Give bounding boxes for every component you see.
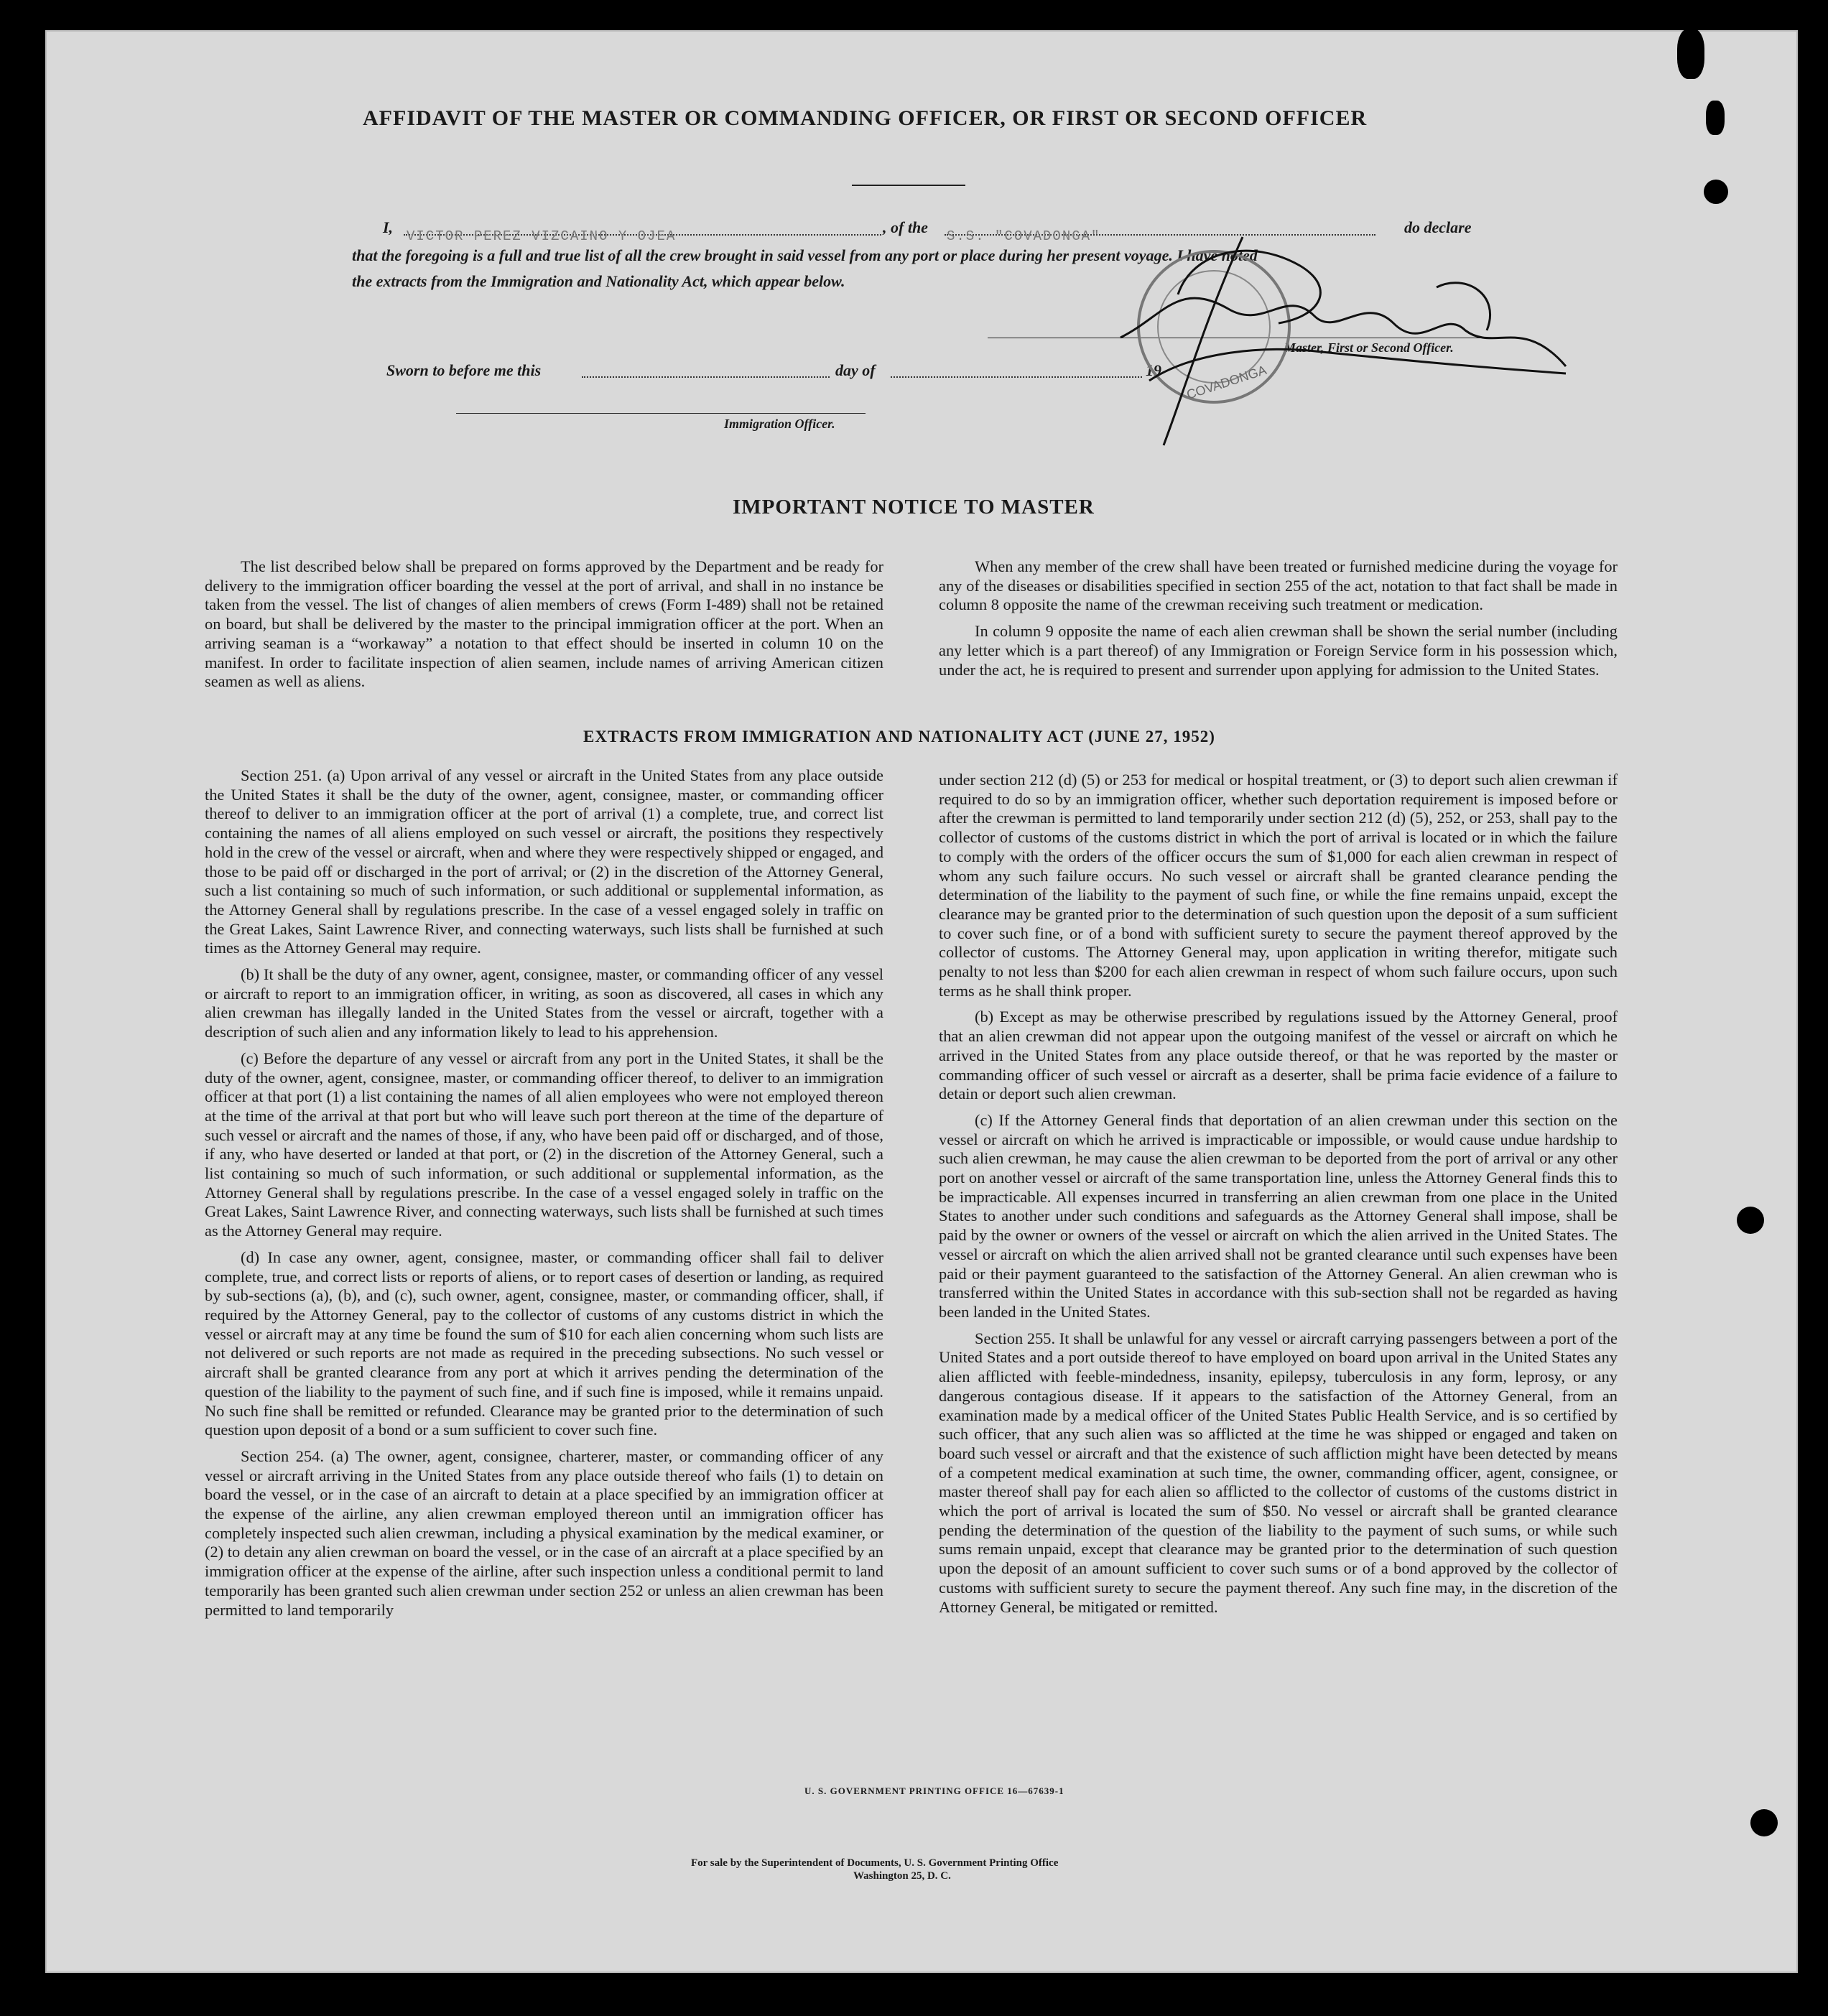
signature-and-stamp — [1063, 208, 1580, 452]
notice-right-column — [939, 557, 1618, 687]
punch-hole — [1704, 180, 1728, 204]
extracts-title: EXTRACTS FROM IMMIGRATION AND NATIONALITY ACT (JUNE 27, 1952) — [583, 728, 1215, 745]
gpo-imprint: U. S. GOVERNMENT PRINTING OFFICE 16—67639-1 — [804, 1785, 1064, 1796]
handwritten-signature — [1121, 237, 1566, 445]
extracts-left-column — [205, 766, 883, 1627]
notice-paragraph: In column 9 opposite the name of each alien crewman shall be shown the serial number (including any letter which is a part thereof) of any Immigration or Foreign Service form in his possession which, under the act, he is required to present and surrender upon applying for admission to the United States. — [939, 622, 1618, 679]
vessel-name-value: S.S. "COVADONGA" — [947, 228, 1101, 244]
act-section-paragraph: (c) If the Attorney General finds that deportation of an alien crewman under this section on the vessel or aircraft on which he arrived is impracticable or impossible, or would cause undue hardship to such alien crewman, he may cause the alien crewman to be deported from the port of arrival or any other port on another vessel or aircraft of the same transportation line, unless the Attorney General finds this to be impracticable. All expenses incurred in transferring an alien crewman from one place in the United States to another under such conditions and safeguards as the Attorney General shall impose, shall be paid by the owner or owners of the vessel or aircraft on which the alien arrived in the United States. The vessel or aircraft on which the alien arrived shall not be granted clearance until such expenses have been paid or their payment guaranteed to the satisfaction of the Attorney General. An alien crewman who is transferred within the United States in accordance with this sub-section shall not be regarded as having been landed in the United States. — [939, 1110, 1618, 1321]
declaration-line-3: the extracts from the Immigration and Nationality Act, which appear below. — [352, 272, 845, 290]
i-label: I, — [383, 218, 394, 236]
of-the-label: , of the — [883, 218, 928, 236]
declaration-line-2: that the foregoing is a full and true list of all the crew brought in said vessel from any port or place during her present voyage. I have noted — [352, 246, 1258, 264]
notice-paragraph: When any member of the crew shall have been treated or furnished medicine during the voyage for any of the diseases or disabilities specified in section 255 of the act, notation to that fact shall be made in column 8 opposite the name of the crewman receiving such treatment or medication. — [939, 557, 1618, 614]
crew-name-value: VICTOR PEREZ VIZCAINO Y OJEA — [407, 228, 677, 244]
punch-hole — [1750, 1809, 1778, 1836]
officer-caption: Immigration Officer. — [724, 417, 835, 431]
act-section-paragraph: Section 254. (a) The owner, agent, consignee, charterer, master, or commanding officer of any vessel or aircraft arriving in the United States from any place outside thereof who fails (1) to detain on board the vessel, or in the case of an aircraft to detain at a place specified by an immigration officer at the expense of the airline, any alien crewman employed thereon until an immigration officer has completely inspected such alien crewman, including a physical examination by the medical examiner, or (2) to detain any alien crewman on board the vessel, or in the case of an aircraft at a place specified by an immigration officer at the expense of the airline, after such inspection unless a conditional permit to land temporarily has been granted such alien crewman under section 252 or unless an alien crewman has been permitted to land temporarily — [205, 1446, 883, 1619]
ship-stamp — [1138, 251, 1289, 402]
punch-hole — [1737, 1207, 1764, 1234]
do-declare-label: do declare — [1404, 218, 1472, 236]
notice-left-column — [205, 557, 883, 699]
act-section-paragraph: (b) It shall be the duty of any owner, agent, consignee, master, or commanding officer of any vessel or aircraft to report to an immigration officer, in writing, as soon as discovered, all cases in which any alien crewman has illegally landed in the United States from the vessel or aircraft, together with a description of such alien and any information likely to lead to his apprehension. — [205, 965, 883, 1041]
sworn-label: Sworn to before me this — [386, 361, 542, 379]
sale-notice-line-2: Washington 25, D. C. — [853, 1870, 951, 1882]
sworn-day-line — [582, 376, 830, 378]
act-section-paragraph: (b) Except as may be otherwise prescribed by regulations issued by the Attorney General, proof that an alien crewman did not appear upon the outgoing manifest of the vessel or aircraft on which he arrived in the United States from any place outside thereof, or that he was reported by the master or commanding officer of such vessel or aircraft as a deserter, shall be prima facie evidence of a failure to detain or deport such alien crewman. — [939, 1008, 1618, 1103]
act-section-paragraph: (c) Before the departure of any vessel or aircraft from any port in the United States, it shall be the duty of the owner, agent, consignee, master, or commanding officer thereof, to deliver to an immigration officer at that port (1) a list containing the names of all alien employees who were not employed thereon at the time of the arrival at that port but who will leave such port thereon at the time of the departure of such vessel or aircraft and the names of those, if any, who have been paid off or discharged, and of those, if any, who have deserted or landed at that port, or (2) in the discretion of the Attorney General, such a list containing so much of such information, or such additional or supplemental information, as the Attorney General shall by regulations prescribe. In the case of a vessel engaged solely in traffic on the Great Lakes, Saint Lawrence River, and connecting waterways, such lists shall be furnished at such times as the Attorney General may require. — [205, 1049, 883, 1240]
signature-caption: Master, First or Second Officer. — [1284, 340, 1454, 355]
year-label: 19 — [1146, 361, 1161, 379]
affidavit-title: AFFIDAVIT OF THE MASTER OR COMMANDING OFFICER, OR FIRST OR SECOND OFFICER — [363, 106, 1368, 130]
title-underline — [852, 185, 965, 186]
extracts-right-column — [939, 771, 1618, 1624]
officer-line — [456, 413, 866, 414]
ink-blot — [1677, 29, 1704, 79]
day-of-label: day of — [835, 361, 876, 379]
act-section-paragraph: under section 212 (d) (5) or 253 for medical or hospital treatment, or (3) to deport such alien crewman if required to do so by an immigration officer, whether such deportation requirement is imposed before or after the crewman is permitted to land temporarily under section 212 (d) (5), 252, or 253, shall pay to the collector of customs of the customs district in which the port of arrival is located or in which the failure to comply with the orders of the officer occurs the sum of $1,000 for each alien crewman in respect of whom any such failure occurs. No such vessel or aircraft shall be granted clearance pending the determination of the liability to the payment of such fine, or while the fine remains unpaid, except the clearance may be granted prior to the determination of such question upon the deposit of a sum sufficient to cover such fine, or of a bond with sufficient surety to secure the payment thereof approved by the collector of customs. The Attorney General may, upon application in writing therefor, mitigate such penalty to not less than $200 for each alien crewman in respect of whom such failure occurs, upon such terms as he shall think proper. — [939, 771, 1618, 1000]
act-section-paragraph: Section 255. It shall be unlawful for any vessel or aircraft carrying passengers between a port of the United States and a port outside thereof to have employed on board upon arrival in the United States any alien afflicted with feeble-mindedness, insanity, epilepsy, tuberculosis in any form, leprosy, or any dangerous contagious disease. If it appears to the satisfaction of the Attorney General, from an examination made by a medical officer of the United States Public Health Service, and is so certified by such officer, that any such alien was so afflicted at the time he was shipped or engaged and taken on board such vessel or aircraft and that the existence of such affliction might have been detected by means of a competent medical examination at such time, the owner, commanding officer, agent, consignee, or master thereof shall pay for each alien so afflicted to the collector of customs of the customs district in which the port of arrival is located the sum of $50. No vessel or aircraft shall be granted clearance pending the determination of the question of the liability to the payment of such sums, or while such sums remain unpaid, except that clearance may be granted prior to the determination of such question upon the deposit of an amount sufficient to cover such sums or of a bond approved by the collector of customs with sufficient surety to secure the payment thereof. Any such fine may, in the discretion of the Attorney General, be mitigated or remitted. — [939, 1329, 1618, 1616]
sale-notice-line-1: For sale by the Superintendent of Documents, U. S. Government Printing Office — [691, 1857, 1059, 1869]
notice-title: IMPORTANT NOTICE TO MASTER — [733, 496, 1095, 519]
act-section-paragraph: Section 251. (a) Upon arrival of any vessel or aircraft in the United States from any place outside the United States it shall be the duty of the owner, agent, consignee, master, or commanding officer thereof to deliver to an immigration officer at the port of arrival (1) a complete, true, and correct list containing the names of all aliens employed on such vessel or aircraft, the positions they respectively hold in the crew of the vessel or aircraft, when and where they were respectively shipped or engaged, and those to be paid off or discharged in the port of arrival; or (2) in the discretion of the Attorney General, such a list containing so much of such information, or such additional or supplemental information, as the Attorney General shall by regulations prescribe. In the case of a vessel engaged solely in traffic on the Great Lakes, Saint Lawrence River, and connecting waterways, such lists shall be furnished at such times as the Attorney General may require. — [205, 766, 884, 957]
ink-blot — [1706, 101, 1725, 135]
act-section-paragraph: (d) In case any owner, agent, consignee, master, or commanding officer shall fail to deliver complete, true, and correct lists or reports of aliens, or to report cases of desertion or landing, as required by sub-sections (a), (b), and (c), such owner, agent, consignee, master, or commanding officer, shall, if required by the Attorney General, pay to the collector of customs of any customs district in which the vessel or aircraft may at any time be found the sum of $10 for each alien concerning whom such lists are not delivered or such reports are not made as required in the preceding subsections. No such vessel or aircraft shall be granted clearance from any port at which it arrives pending the determination of the question of the liability to the payment of such fine, and if such fine is imposed, while it remains unpaid. No such fine shall be remitted or refunded. Clearance may be granted prior to the determination of such question upon deposit of a bond or a sum sufficient to cover such fine. — [205, 1248, 883, 1439]
notice-paragraph: The list described below shall be prepared on forms approved by the Department and be ready for delivery to the immigration officer boarding the vessel at the port of arrival, and shall in no instance be taken from the vessel. The list of changes of alien members of crews (Form I-489) shall not be retained on board, but shall be delivered by the master to the principal immigration officer at the port. When an arriving seaman is a “workaway” a notation to that effect should be inserted in column 10 on the manifest. In order to facilitate inspection of alien seamen, include names of arriving American citizen seamen as well as aliens. — [205, 557, 883, 691]
stamp-text: COVADONGA — [1184, 362, 1268, 402]
